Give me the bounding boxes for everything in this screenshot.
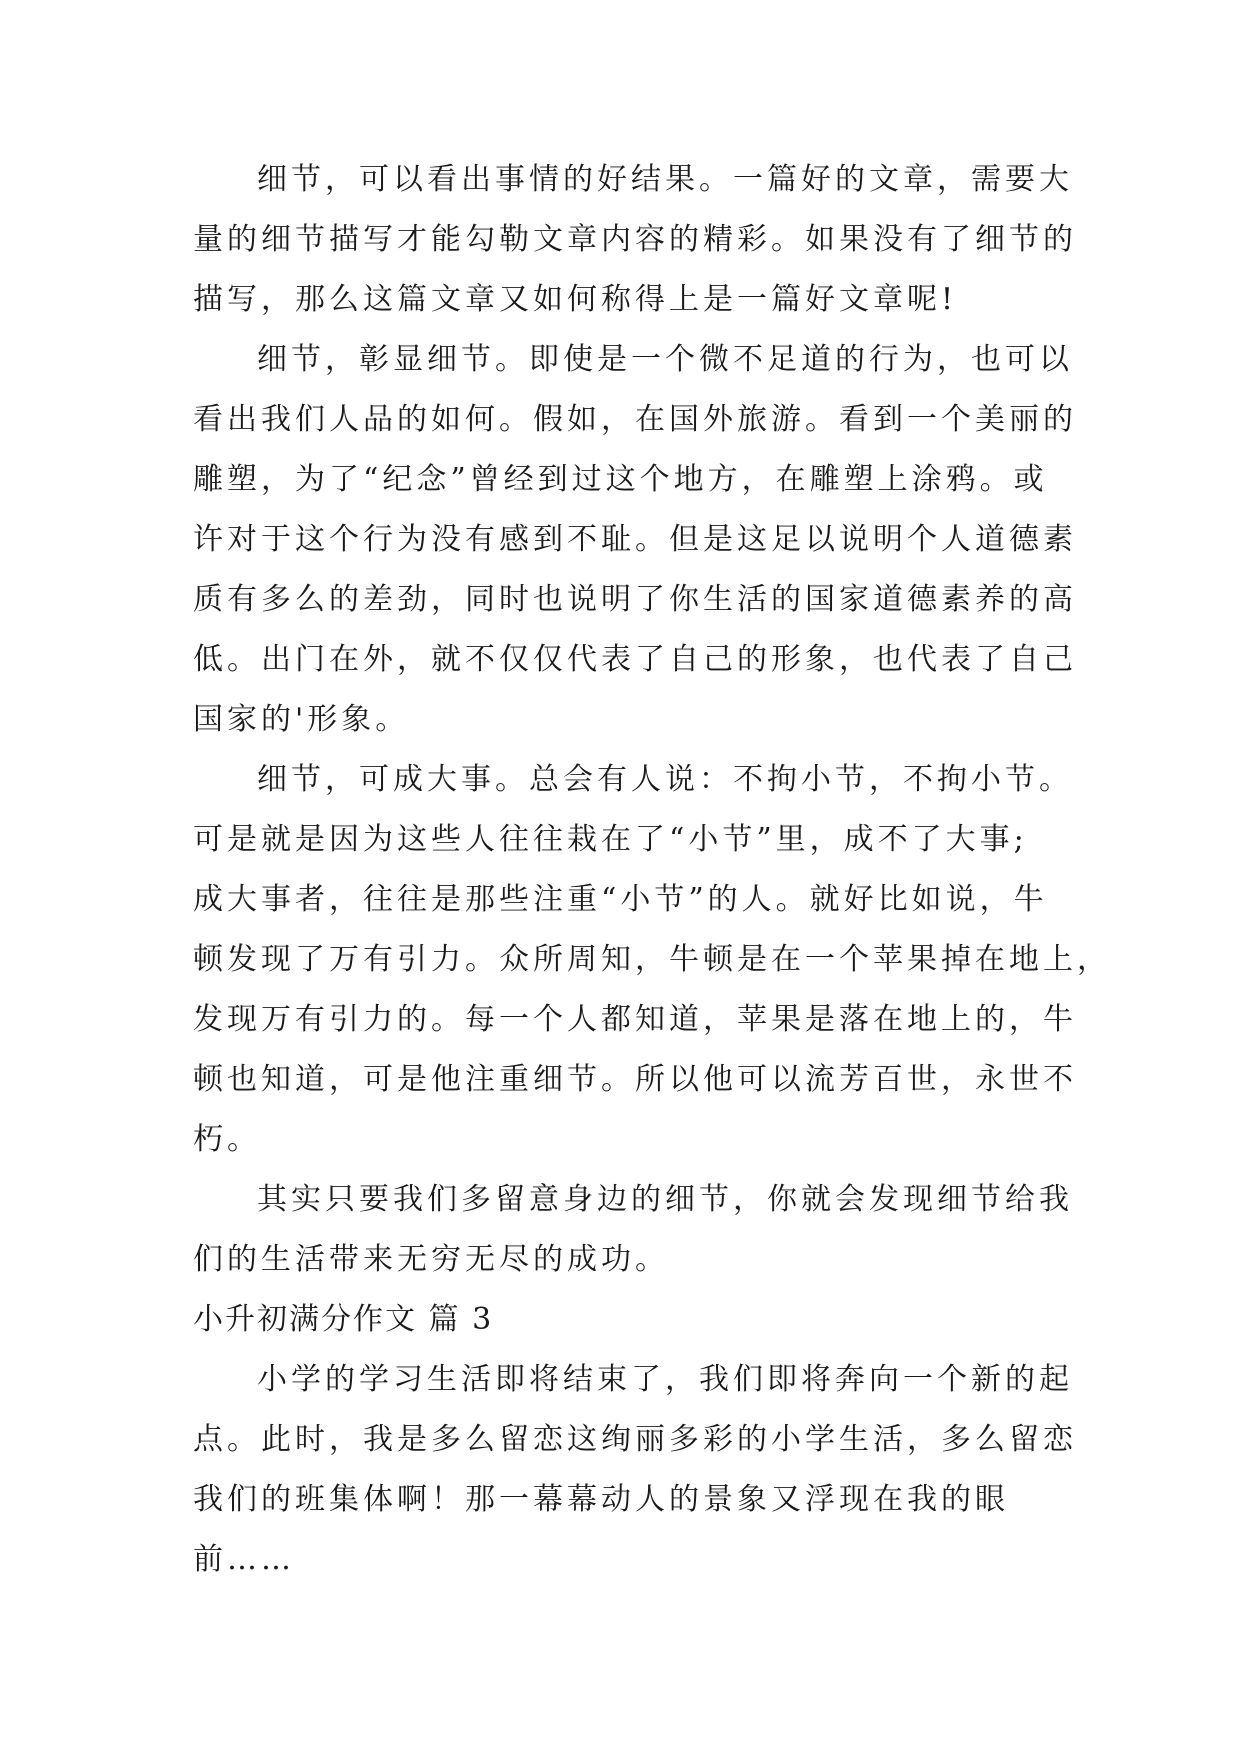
text-line: 许对于这个行为没有感到不耻。但是这足以说明个人道德素: [193, 522, 1077, 557]
text-line: 细节，可以看出事情的好结果。一篇好的文章，需要大: [257, 162, 1073, 197]
text-line: 们的生活带来无穷无尽的成功。: [193, 1242, 669, 1277]
text-line: 细节，彰显细节。即使是一个微不足道的行为，也可以: [257, 342, 1073, 377]
text-line: 我们的班集体啊！那一幕幕动人的景象又浮现在我的眼: [193, 1482, 1009, 1517]
section-heading: 小升初满分作文 篇 3: [193, 1302, 494, 1337]
text-line: 细节，可成大事。总会有人说：不拘小节，不拘小节。: [257, 762, 1073, 797]
text-line: 低。出门在外，就不仅仅代表了自己的形象，也代表了自己: [193, 642, 1077, 677]
text-line: 其实只要我们多留意身边的细节，你就会发现细节给我: [257, 1182, 1073, 1217]
text-line: 量的细节描写才能勾勒文章内容的精彩。如果没有了细节的: [193, 222, 1077, 257]
text-line: 点。此时，我是多么留恋这绚丽多彩的小学生活，多么留恋: [193, 1422, 1077, 1457]
text-line: 顿也知道，可是他注重细节。所以他可以流芳百世，永世不: [193, 1062, 1077, 1097]
text-line: 雕塑，为了“纪念”曾经到过这个地方，在雕塑上涂鸦。或: [193, 462, 1048, 497]
text-line: 国家的'形象。: [193, 702, 410, 737]
text-line: 顿发现了万有引力。众所周知，牛顿是在一个苹果掉在地上，: [193, 942, 1111, 977]
text-line: 前……: [193, 1542, 295, 1577]
text-line: 质有多么的差劲，同时也说明了你生活的国家道德素养的高: [193, 582, 1077, 617]
text-line: 朽。: [193, 1122, 261, 1157]
text-line: 看出我们人品的如何。假如，在国外旅游。看到一个美丽的: [193, 402, 1077, 437]
text-line: 描写，那么这篇文章又如何称得上是一篇好文章呢!: [193, 282, 958, 317]
text-line: 可是就是因为这些人往往栽在了“小节”里，成不了大事;: [193, 822, 1028, 857]
document-body: [193, 150, 1111, 1590]
text-line: 发现万有引力的。每一个人都知道，苹果是落在地上的，牛: [193, 1002, 1077, 1037]
text-line: 小学的学习生活即将结束了，我们即将奔向一个新的起: [257, 1362, 1073, 1397]
text-line: 成大事者，往往是那些注重“小节”的人。就好比如说，牛: [193, 882, 1048, 917]
